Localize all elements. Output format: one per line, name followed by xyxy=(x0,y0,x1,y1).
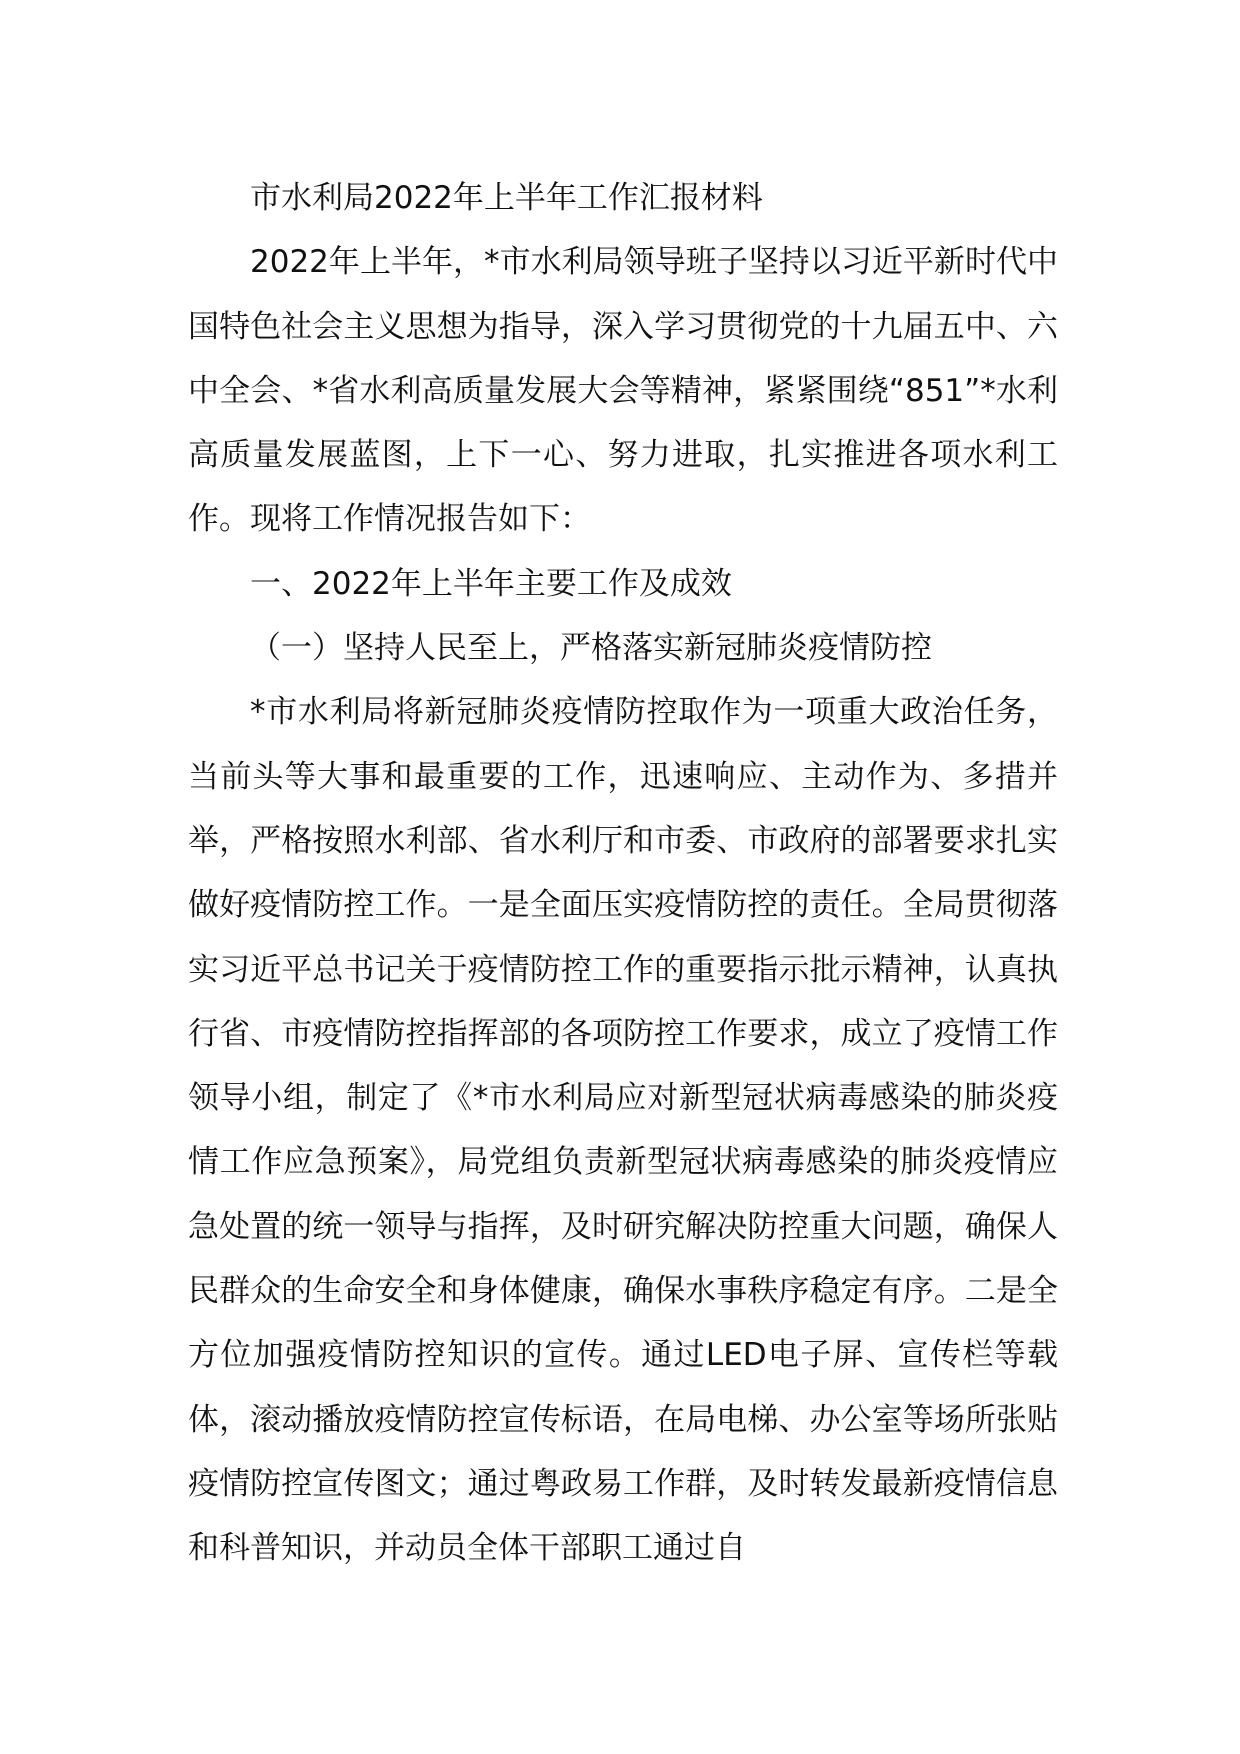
section-heading-1: 一、2022年上半年主要工作及成效 xyxy=(250,565,732,602)
subsection-heading-1: （一）坚持人民至上，严格落实新冠肺炎疫情防控 xyxy=(250,630,932,667)
document-body xyxy=(188,166,1058,1581)
body-paragraph: *市水利局将新冠肺炎疫情防控取作为一项重大政治任务，当前头等大事和最重要的工作，迅速响应、主动作为、多措并举，严格按照水利部、省水利厅和市委、市政府的部署要求扎实做好疫情防控工作。一是全面压实疫情防控的责任。全局贯彻落实习近平总书记关于疫情防控工作的重要指示批示精神，认真执行省、市疫情防控指挥部的各项防控工作要求，成立了疫情工作领导小组，制定了《*市水利局应对新型冠状病毒感染的肺炎疫情工作应急预案》，局党组负责新型冠状病毒感染的肺炎疫情应急处置的统一领导与指挥，及时研究解决防控重大问题，确保人民群众的生命安全和身体健康，确保水事秩序稳定有序。二是全方位加强疫情防控知识的宣传。通过LED电子屏、宣传栏等载体，滚动播放疫情防控宣传标语，在局电梯、办公室等场所张贴疫情防控宣传图文；通过粤政易工作群，及时转发最新疫情信息和科普知识，并动员全体干部职工通过自 xyxy=(188,694,1058,1567)
intro-paragraph: 2022年上半年，*市水利局领导班子坚持以习近平新时代中国特色社会主义思想为指导，深入学习贯彻党的十九届五中、六中全会、*省水利高质量发展大会等精神，紧紧围绕“851”*水利高质量发展蓝图，上下一心、努力进取，扎实推进各项水利工作。现将工作情况报告如下： xyxy=(188,244,1058,538)
document-title: 市水利局2022年上半年工作汇报材料 xyxy=(250,180,763,216)
